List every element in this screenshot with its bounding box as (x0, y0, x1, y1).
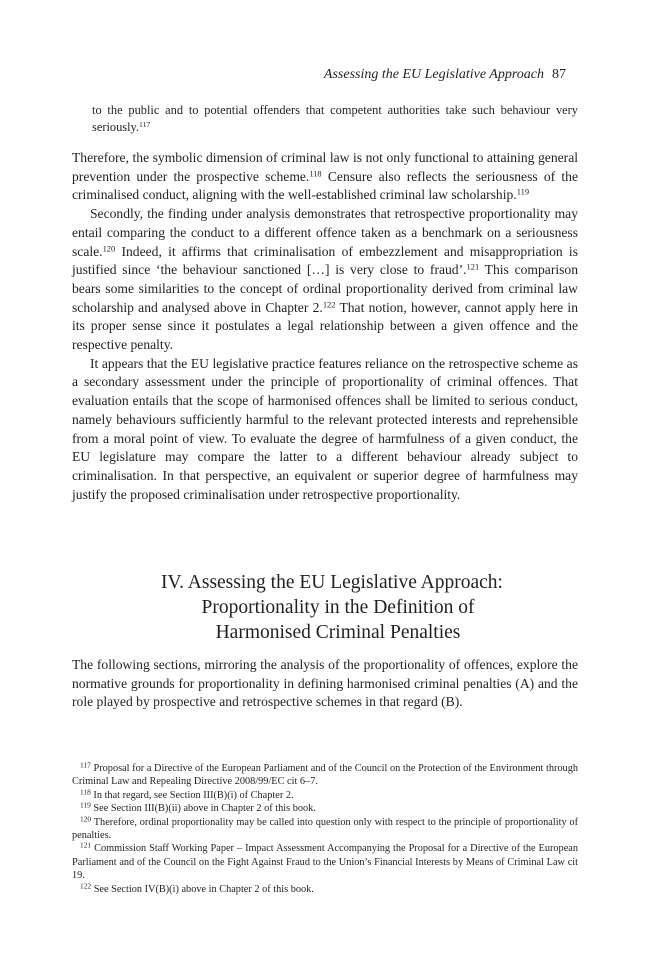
footnote-ref: 120 (102, 242, 116, 253)
footnote-ref: 118 (309, 168, 322, 179)
section-heading-line: Harmonised Criminal Penalties (215, 622, 461, 643)
footnote-ref: 122 (322, 299, 336, 309)
block-quote (92, 102, 578, 135)
footnote: $^{120}$ Therefore, ordinal proportionality may be called into question only with respect to the principle of proportionality of penalties. (72, 814, 579, 842)
footnote-ref: 121 (466, 261, 480, 272)
footnote: $^{117}$ Proposal for a Directive of the European Parliament and of the Council on the Protection of the Environment through Criminal Law and Repealing Directive 2008/99/EC cit 6–7. (72, 760, 578, 788)
running-head (324, 67, 566, 83)
paragraph: Therefore, the symbolic dimension of criminal law is not only functional to attaining general prevention under the prospective scheme.$^{118}$ Censure also reflects the seriousness of the criminalised conduct, aligning with the well-established criminal law scholarship.$^{119}$ (72, 150, 578, 203)
footnotes (72, 762, 578, 896)
footnote: $^{121}$ Commission Staff Working Paper – Impact Assessment Accompanying the Proposal for a Directive of the European Parliament and of the Council on the Fight Against Fraud to the Union’s Financial Interests by Means of Criminal Law cit 19. (72, 841, 578, 882)
paragraph: Secondly, the finding under analysis demonstrates that retrospective proportionality may entail comparing the conduct to a different offence taken as a benchmark on a seriousness scale.$^{120}$ Indeed, it affirms that criminalisation of embezzlement and misappropriation is justified since ‘the behaviour sanctioned […] is very close to fraud’.$^{121}$ This comparison bears some similarities to the concept of ordinal proportionality derived from criminal law scholarship and analysed above in Chapter 2.$^{122}$ That notion, however, cannot apply here in its proper sense since it postulates a legal relationship between a given offence and the respective penalty. (72, 206, 579, 353)
footnote: $^{119}$ See Section III(B)(ii) above in Chapter 2 of this book. (80, 800, 316, 815)
section-heading-line: IV. Assessing the EU Legislative Approach: (161, 572, 503, 593)
paragraph: It appears that the EU legislative practice features reliance on the retrospective scheme as a secondary assessment under the principle of proportionality of criminal offences. That evaluation entails that the scope of harmonised offences shall be limited to serious conduct, namely behaviours sufficiently harmful to the relevant protected interests and reprehensible from a moral point of view. To evaluate the degree of harmfulness of a given conduct, the EU legislature may compare the latter to a different behaviour already subject to criminalisation. In that perspective, an equivalent or superior degree of harmfulness may justify the proposed criminalisation under retrospective proportionality. (72, 355, 578, 502)
footnote-ref: 119 (516, 186, 530, 197)
footnote-ref: 117 (139, 119, 151, 129)
page-number: 87 (552, 67, 566, 82)
quote-text: to the public and to potential offenders that competent authorities take such behaviour very seriously. (92, 103, 578, 134)
body-text (72, 149, 578, 504)
section-heading (72, 570, 578, 645)
closing-paragraph-block (72, 656, 578, 712)
paragraph: The following sections, mirroring the analysis of the proportionality of offences, explore the normative grounds for proportionality in defining harmonised criminal penalties (A) and the role played by prospective and retrospective schemes in that regard (B). (72, 657, 578, 710)
section-heading-line: Proportionality in the Definition of (201, 597, 475, 618)
running-head-title: Assessing the EU Legislative Approach (323, 67, 544, 82)
footnote: $^{122}$ See Section IV(B)(i) above in Chapter 2 of this book. (80, 881, 314, 895)
footnote: $^{118}$ In that regard, see Section III(B)(i) of Chapter 2. (80, 787, 294, 801)
